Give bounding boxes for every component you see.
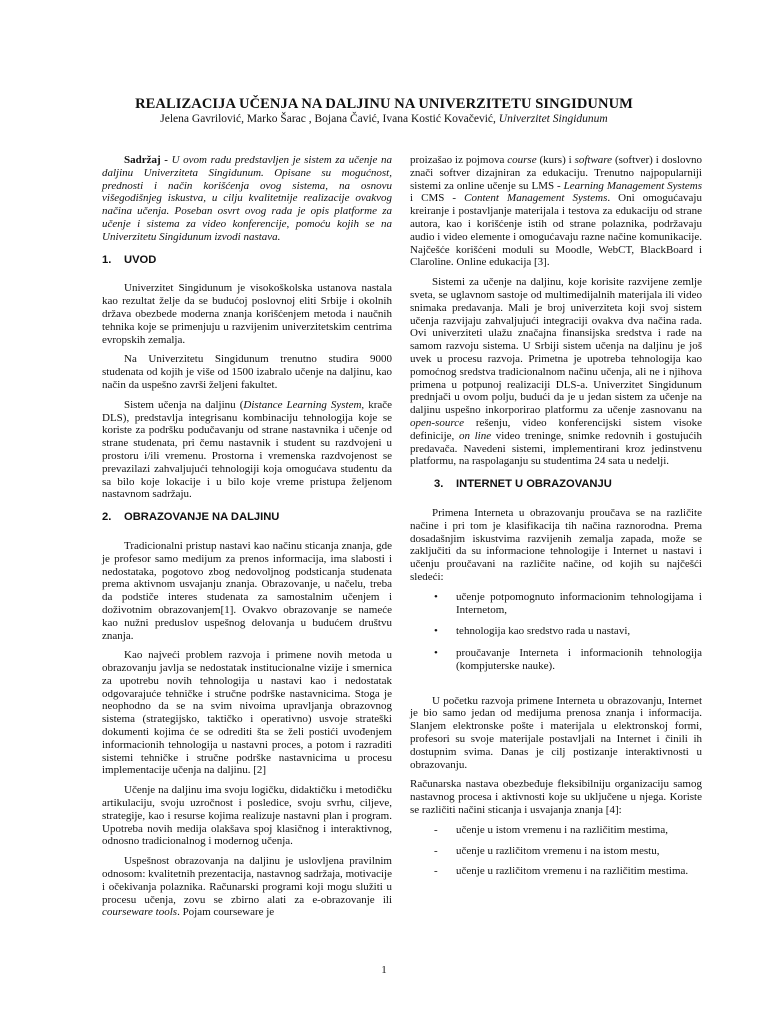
text-run-italic: software xyxy=(574,154,613,166)
list-item xyxy=(410,625,702,638)
section-number: 2. xyxy=(102,511,112,524)
section-heading-uvod xyxy=(102,254,392,267)
text-run-italic: on line xyxy=(458,429,492,442)
bullet-marker: • xyxy=(434,647,438,660)
paragraph: Računarska nastava obezbeđuje fleksibilniju organizaciju samog nastavnog procesa i aktivnosti koje su uključene u njega. Koriste se različiti načini sticanja i usvajanja znanja [4]: xyxy=(410,778,702,817)
paragraph xyxy=(102,399,392,501)
left-column xyxy=(102,154,392,926)
list-item-text: učenje u različitom vremenu i na istom mestu, xyxy=(456,844,660,857)
list-item xyxy=(410,824,702,837)
section-title: OBRAZOVANJE NA DALJINU xyxy=(124,511,280,524)
paragraph: Tradicionalni pristup nastavi kao načinu sticanja znanja, gde je profesor samo medijum za prenos informacija, ima slabosti i nedostataka, pogotovo zbog nedovoljnog podsticanja studenata prema aktivnom usvajanju znanja. Obrazovanje, u načelu, treba da podstiče interes studenata za samostalnim učenjem i doživotnim obrazovanjem[1]. Ovakvo obrazovanje se nameće kao nužni preduslov uspešnog delovanja u budućem društvu znanja. xyxy=(102,539,392,642)
paragraph: Kao najveći problem razvoja i primene novih metoda u obrazovanju javlja se nedostatak institucionalne vizije i smernica za upotrebu novih tehnologija u nastavi kao i nedostatak odgovarajuće tehničke i stručne podrške nastavnicima. Stoga je neophodno da se na svim nivoima upravljanja obrazovnog sistema (strategijsko, taktičko i operativno) usvoje strateški dokumenti kojima će se odrediti šta se želi postići uvođenjem informacionih tehnologija u nastavni proces, a potom i razraditi sistemi tehničke i stručne podrške nastavnicima u procesu implementacije učenja na daljinu. [2] xyxy=(102,649,392,777)
list-item-text: tehnologija kao sredstvo rada u nastavi, xyxy=(456,625,631,638)
dash-marker: - xyxy=(434,844,438,857)
paragraph: Primena Interneta u obrazovanju proučava se na različite načine i pri tom je klasifikacija tih načina raznorodna. Prema dosadašnjim iskustvima razvijenih zemalja zapada, može se zaključiti da su informacione tehnologije i Internet u nastavi i učenju proučavani na različite načine, od kojih su najčešći sledeći: xyxy=(410,506,702,583)
section-heading-internet xyxy=(410,478,702,491)
paragraph: Univerzitet Singidunum je visokoškolska ustanova nastala kao rezultat želje da se budućoj poslovnoj eliti Srbije i okolnih država obezbede moderna znanja korišćenjem metoda i naučnih tehnika koje se primenjuju u razvijenim univerzitetskim centrima evropskih zemalja. xyxy=(102,282,392,346)
list-item-text: učenje potpomognuto informacionim tehnologijama i Internetom, xyxy=(456,590,702,616)
section-title: UVOD xyxy=(124,253,157,266)
text-run-italic: Distance Learning System xyxy=(243,398,362,411)
abstract xyxy=(102,154,392,244)
page-number: 1 xyxy=(381,964,387,976)
text-run: Sistem učenja na daljinu ( xyxy=(124,398,244,411)
paper-authors xyxy=(0,113,768,125)
section-number: 1. xyxy=(102,253,112,266)
text-run-italic: open-source xyxy=(410,416,464,429)
text-run-italic: Learning Management Systems xyxy=(563,179,702,192)
text-run-italic: courseware tools xyxy=(102,906,178,919)
text-run-italic: Content Management Systems xyxy=(464,192,608,205)
paragraph: Učenje na daljinu ima svoju logičku, didaktičku i metodičku artikulaciju, svoju uzročnost i posledice, svoju svrhu, ciljeve, strategije, kao i resurse kojima realizuje nastavni plan i program. Upotreba novih medija olakšava spoj klasičnog i interaktivnog, odnosno tradicionalnog i modernog učenja. xyxy=(102,784,392,848)
text-run: Sistemi za učenje na daljinu, koje korisite razvijene zemlje sveta, se uglavnom sastoje od multimedijalnih materijala ili video snimaka predavanja. Mali je broj univerziteta koji svoj sistem učenja razvijaju zahvaljujući integraciji ovakva dva načina rada. Ovi univerziteti ulažu značajna finansijska sredstva i rade na samom razvoju sistema. U Srbiji sistem učenja na daljinu je još uvek u procesu razvoja. Primetna je upotreba tehnologija kao pomoćnog sredstva tradicionalnom načinu učenja, ali ne i njihova primena u potpunoj realizaciji DLS-a. Univerzitet Singidunum prednjači u ovom polju, budući da je u jedan sistem za učenje na daljinu uspešno inkorporirao platformu za učenje zasnovanu na xyxy=(410,276,702,417)
text-run-italic: course xyxy=(507,154,537,166)
list-item xyxy=(410,845,702,858)
text-run: , krače DLS), predstavlja integrisanu kombinaciju tehnologija koje se koriste za podršku podučavanju od strane nastavnika i učenje od strane studenata, pri čemu nastavnik i student su razdvojeni u prostoru i/ili vremenu. Prostorna i vremenska razdvojenost se prevazilazi zahvaljujući tehnologiji koja omogućava studentu da sa bilo koje lokacije i u bilo koje vreme pristupa željenom nastavnom sadržaju. xyxy=(102,398,393,501)
section-heading-obrazovanje xyxy=(102,511,392,524)
paragraph: Na Univerzitetu Singidunum trenutno studira 9000 studenata od kojih je više od 1500 izabralo učenje na daljinu, kao način da uspešno završi željeni fakultet. xyxy=(102,353,392,391)
paragraph xyxy=(410,154,702,269)
list-item xyxy=(410,865,702,878)
paragraph: U početku razvoja primene Interneta u obrazovanju, Internet je bio samo jedan od medijuma prenosa znanja i informacija. Slanjem elektronske pošte i materijala u elektronskoj formi, profesori su svoje materijale postavljali na Internet i činili ih dostupnim svima. Danas je cilj postizanje interaktivnosti u obrazovanju. xyxy=(410,694,702,771)
text-run: rešenju, video konferencijski sistem visoke definicije, xyxy=(410,416,702,442)
abstract-label: Sadržaj - xyxy=(124,154,168,166)
list-item xyxy=(410,647,702,673)
text-run: video treninge, snimke redovnih i gostujućih predavača. Navedeni sistemi, implementirani kroz jedinstvenu platformu, na raspolaganju su studentima 24 sata u nedelji. xyxy=(410,429,702,468)
text-run: proizašao iz pojmova xyxy=(410,154,508,166)
text-run: . Pojam courseware je xyxy=(177,906,275,919)
text-run: . Oni omogućavaju kreiranje i postavljanje materijala i testova za edukaciju od strane autora, kao i korišćenje istih od strane polaznika, podržavaju audio i video elemente i omogućavaju razne načine komunikacije. Najčešće korišćeni moduli su Moodle, WebCT, BlackBoard i Claroline. Online edukacija [3]. xyxy=(410,192,702,269)
author-affiliation: Univerzitet Singidunum xyxy=(498,113,608,125)
dash-marker: - xyxy=(434,823,438,836)
list-item-text: proučavanje Interneta i informacionih tehnologija (kompjuterske nauke). xyxy=(456,647,702,672)
list-item-text: učenje u različitom vremenu i na različitim mestima. xyxy=(456,865,689,878)
right-column xyxy=(410,154,702,886)
text-run: i CMS - xyxy=(410,192,465,205)
author-list: Jelena Gavrilović, Marko Šarac , Bojana Čavić, Ivana Kostić Kovačević, xyxy=(160,113,496,125)
list-item xyxy=(410,591,702,617)
text-run: Uspešnost obrazovanja na daljinu je uslovljena pravilnim odnosom: kvalitetnih prezentacija, nastavnog sadržaja, motivacije i očekivanja polaznika. Računarski programi koji mogu služiti u procesu učenja, zovu se zbirno alati za e-obrazovanje ili xyxy=(102,855,392,906)
paragraph xyxy=(102,855,392,919)
abstract-text: U ovom radu predstavljen je sistem za učenje na daljinu Univerziteta Singidunum. Opisane su mogućnost, prednosti i način korišćenja ovog sistema, na osnovu višegodišnjeg iskustva, u cilju kvalitetnije realizacije ovakvog načina učenja. Poseban osvrt ovog rada je opis platforme za učenje i sistema za video konferencije, pomoću kojih se na Univerzitetu Singidunum izvodi nastava. xyxy=(102,154,392,243)
section-title: INTERNET U OBRAZOVANJU xyxy=(456,478,612,491)
bullet-marker: • xyxy=(434,625,438,638)
paragraph xyxy=(410,276,702,468)
paper-title: REALIZACIJA UČENJA NA DALJINU NA UNIVERZITETU SINGIDUNUM xyxy=(135,96,633,112)
dash-marker: - xyxy=(434,865,438,878)
section-number: 3. xyxy=(434,478,444,491)
list-item-text: učenje u istom vremenu i na različitim mestima, xyxy=(456,823,668,836)
bullet-marker: • xyxy=(434,590,438,603)
text-run: (kurs) i xyxy=(536,154,575,166)
dash-list xyxy=(410,824,702,878)
bullet-list xyxy=(410,591,702,673)
text-run: (softver) i doslovno znači softver dizajniran za edukaciju. Trenutno najpopularniji sistemi za online učenje su LMS - xyxy=(410,154,703,192)
